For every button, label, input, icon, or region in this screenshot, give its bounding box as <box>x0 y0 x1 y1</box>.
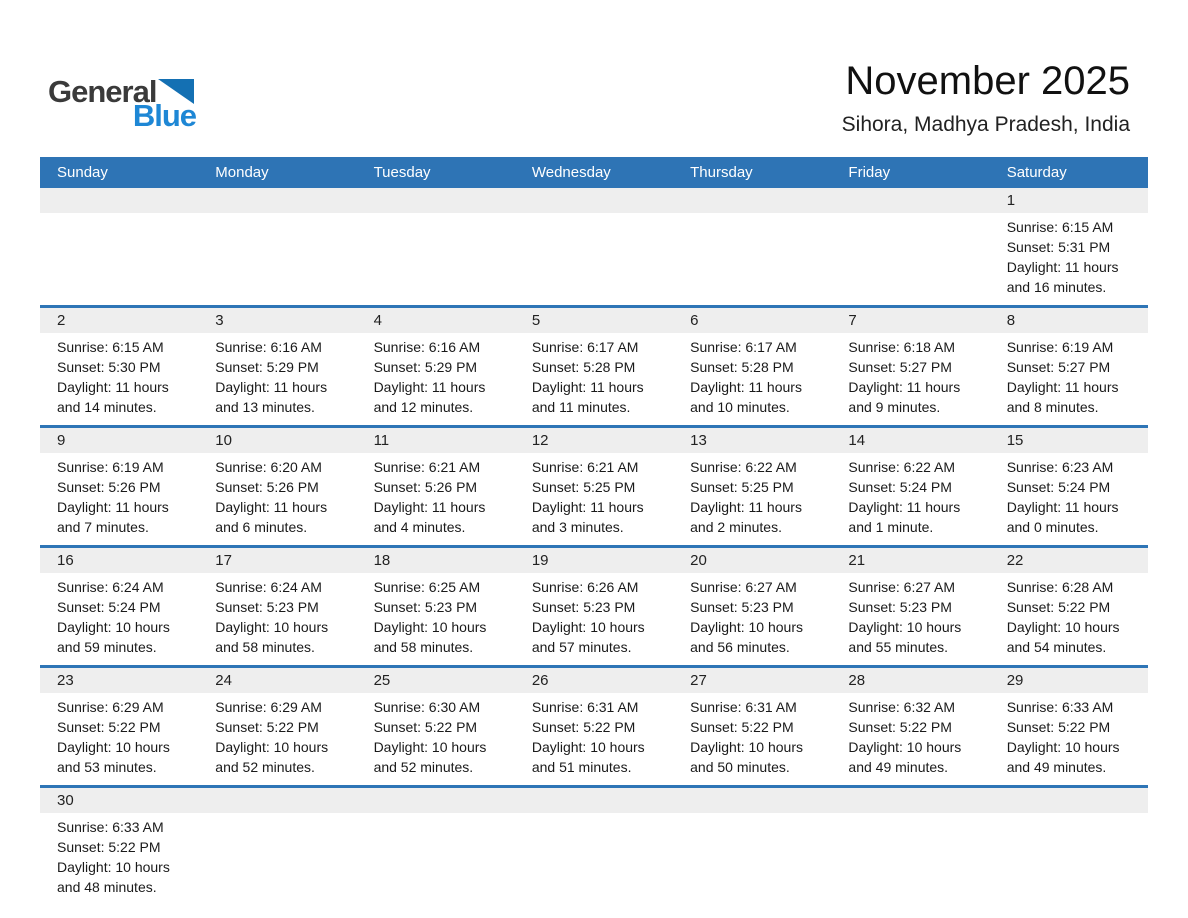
sunrise-line: Sunrise: 6:16 AM <box>215 339 322 355</box>
day-details <box>40 693 198 785</box>
daylight-line: Daylight: 11 hours <box>690 499 802 515</box>
day-details <box>198 573 356 665</box>
day-details <box>515 813 673 825</box>
sunrise-line: Sunrise: 6:19 AM <box>1006 339 1114 355</box>
daylight-line: Daylight: 10 hours <box>531 619 645 635</box>
day-number: 15 <box>990 428 1148 453</box>
day-details <box>357 333 515 425</box>
day-number: 2 <box>40 308 198 333</box>
calendar <box>40 157 1148 908</box>
sunrise-line: Sunrise: 6:19 AM <box>57 459 164 475</box>
day-cell-empty <box>673 788 831 908</box>
sunset-line: Sunset: 5:24 PM <box>57 599 161 615</box>
day-details <box>40 333 198 425</box>
day-details <box>990 453 1148 545</box>
daylight-minutes-line: and 52 minutes. <box>373 759 474 775</box>
sunset-line: Sunset: 5:24 PM <box>848 479 952 495</box>
weekday-header-monday: Monday <box>215 164 269 181</box>
week-row-5 <box>40 668 1148 788</box>
day-cell-empty <box>515 788 673 908</box>
day-cell-23 <box>40 668 198 785</box>
daylight-minutes-line: and 16 minutes. <box>1006 279 1107 295</box>
sunrise-line: Sunrise: 6:26 AM <box>531 579 639 595</box>
sunrise-line: Sunrise: 6:29 AM <box>57 699 164 715</box>
daylight-minutes-line: and 3 minutes. <box>531 519 624 535</box>
day-cell-empty <box>357 188 515 305</box>
daylight-minutes-line: and 52 minutes. <box>215 759 315 775</box>
day-cell-17 <box>198 548 356 665</box>
weekday-header-tuesday: Tuesday <box>373 164 431 181</box>
day-number: 23 <box>40 668 198 693</box>
sunrise-line: Sunrise: 6:31 AM <box>690 699 797 715</box>
sunrise-line: Sunrise: 6:29 AM <box>215 699 322 715</box>
day-details <box>198 693 356 785</box>
sunset-line: Sunset: 5:22 PM <box>848 719 952 735</box>
weekday-header-friday: Friday <box>848 164 891 181</box>
day-number: 10 <box>198 428 356 453</box>
sunrise-line: Sunrise: 6:15 AM <box>57 339 164 355</box>
day-details <box>990 573 1148 665</box>
day-cell-4 <box>357 308 515 425</box>
sunset-line: Sunset: 5:26 PM <box>373 479 478 495</box>
daylight-minutes-line: and 14 minutes. <box>57 399 157 415</box>
week-row-6 <box>40 788 1148 908</box>
daylight-line: Daylight: 10 hours <box>690 739 803 755</box>
daylight-minutes-line: and 49 minutes. <box>1006 759 1107 775</box>
daylight-minutes-line: and 10 minutes. <box>690 399 790 415</box>
daylight-minutes-line: and 12 minutes. <box>373 399 474 415</box>
day-details <box>515 213 673 225</box>
day-cell-1 <box>990 188 1148 305</box>
day-number: 5 <box>515 308 673 333</box>
day-number-empty <box>831 788 989 813</box>
sunset-line: Sunset: 5:23 PM <box>215 599 319 615</box>
day-details <box>831 453 989 545</box>
day-number: 24 <box>198 668 356 693</box>
day-cell-16 <box>40 548 198 665</box>
daylight-line: Daylight: 10 hours <box>57 619 170 635</box>
daylight-line: Daylight: 11 hours <box>373 499 486 515</box>
day-number: 20 <box>673 548 831 573</box>
daylight-line: Daylight: 11 hours <box>215 379 328 395</box>
day-details <box>515 573 673 665</box>
day-number: 7 <box>831 308 989 333</box>
week-row-1 <box>40 188 1148 308</box>
day-details <box>990 693 1148 785</box>
day-cell-empty <box>40 188 198 305</box>
day-cell-10 <box>198 428 356 545</box>
daylight-minutes-line: and 55 minutes. <box>848 639 949 655</box>
daylight-line: Daylight: 11 hours <box>1006 259 1119 275</box>
daylight-minutes-line: and 8 minutes. <box>1006 399 1099 415</box>
day-details <box>198 813 356 825</box>
day-number: 4 <box>357 308 515 333</box>
sunset-line: Sunset: 5:23 PM <box>690 599 794 615</box>
day-cell-2 <box>40 308 198 425</box>
day-cell-empty <box>357 788 515 908</box>
day-details <box>990 813 1148 825</box>
daylight-line: Daylight: 11 hours <box>373 379 486 395</box>
day-details <box>673 813 831 825</box>
day-details <box>357 453 515 545</box>
day-details <box>357 573 515 665</box>
day-number: 16 <box>40 548 198 573</box>
day-cell-empty <box>198 788 356 908</box>
day-cell-13 <box>673 428 831 545</box>
day-cell-5 <box>515 308 673 425</box>
day-number-empty <box>198 788 356 813</box>
daylight-line: Daylight: 11 hours <box>1006 379 1119 395</box>
sunset-line: Sunset: 5:22 PM <box>1006 599 1111 615</box>
day-number-empty <box>198 188 356 213</box>
sunrise-line: Sunrise: 6:33 AM <box>1006 699 1114 715</box>
day-cell-15 <box>990 428 1148 545</box>
daylight-minutes-line: and 1 minute. <box>848 519 934 535</box>
daylight-line: Daylight: 11 hours <box>215 499 328 515</box>
day-cell-empty <box>515 188 673 305</box>
day-details <box>40 213 198 225</box>
daylight-line: Daylight: 11 hours <box>1006 499 1119 515</box>
sunset-line: Sunset: 5:24 PM <box>1006 479 1111 495</box>
daylight-minutes-line: and 58 minutes. <box>373 639 474 655</box>
day-cell-3 <box>198 308 356 425</box>
sunset-line: Sunset: 5:23 PM <box>531 599 636 615</box>
day-number: 3 <box>198 308 356 333</box>
daylight-minutes-line: and 2 minutes. <box>690 519 782 535</box>
day-details <box>673 333 831 425</box>
daylight-minutes-line: and 56 minutes. <box>690 639 790 655</box>
day-number-empty <box>357 788 515 813</box>
day-cell-empty <box>831 788 989 908</box>
day-number: 18 <box>357 548 515 573</box>
day-cell-27 <box>673 668 831 785</box>
sunset-line: Sunset: 5:30 PM <box>57 359 161 375</box>
daylight-line: Daylight: 11 hours <box>690 379 802 395</box>
sunrise-line: Sunrise: 6:17 AM <box>531 339 639 355</box>
day-number: 13 <box>673 428 831 453</box>
daylight-line: Daylight: 10 hours <box>848 619 962 635</box>
sunset-line: Sunset: 5:26 PM <box>215 479 319 495</box>
daylight-minutes-line: and 54 minutes. <box>1006 639 1107 655</box>
day-cell-22 <box>990 548 1148 665</box>
day-number: 28 <box>831 668 989 693</box>
day-number: 17 <box>198 548 356 573</box>
week-row-4 <box>40 548 1148 668</box>
calendar-weeks <box>40 188 1148 908</box>
day-details <box>198 333 356 425</box>
daylight-minutes-line: and 4 minutes. <box>373 519 466 535</box>
day-number: 11 <box>357 428 515 453</box>
daylight-line: Daylight: 10 hours <box>215 739 329 755</box>
day-details <box>990 333 1148 425</box>
sunrise-line: Sunrise: 6:21 AM <box>373 459 481 475</box>
day-details <box>831 213 989 225</box>
sunset-line: Sunset: 5:31 PM <box>1006 239 1111 255</box>
logo-text-general: General <box>48 74 157 109</box>
sunrise-line: Sunrise: 6:22 AM <box>690 459 797 475</box>
day-number: 27 <box>673 668 831 693</box>
day-number-empty <box>515 788 673 813</box>
week-row-3 <box>40 428 1148 548</box>
sunrise-line: Sunrise: 6:30 AM <box>373 699 481 715</box>
day-number-empty <box>673 788 831 813</box>
daylight-line: Daylight: 11 hours <box>531 499 644 515</box>
day-cell-6 <box>673 308 831 425</box>
daylight-minutes-line: and 53 minutes. <box>57 759 157 775</box>
day-details <box>831 573 989 665</box>
day-number: 29 <box>990 668 1148 693</box>
day-details <box>515 453 673 545</box>
day-number: 1 <box>990 188 1148 213</box>
day-details <box>198 453 356 545</box>
sunrise-line: Sunrise: 6:27 AM <box>848 579 956 595</box>
day-details <box>40 573 198 665</box>
day-number: 8 <box>990 308 1148 333</box>
day-details <box>40 453 198 545</box>
sunrise-line: Sunrise: 6:23 AM <box>1006 459 1114 475</box>
day-cell-18 <box>357 548 515 665</box>
sunrise-line: Sunrise: 6:24 AM <box>215 579 322 595</box>
sunrise-line: Sunrise: 6:22 AM <box>848 459 956 475</box>
daylight-minutes-line: and 50 minutes. <box>690 759 790 775</box>
sunrise-line: Sunrise: 6:32 AM <box>848 699 956 715</box>
day-details <box>831 693 989 785</box>
day-cell-21 <box>831 548 989 665</box>
week-row-2 <box>40 308 1148 428</box>
daylight-line: Daylight: 10 hours <box>373 619 487 635</box>
daylight-line: Daylight: 10 hours <box>1006 739 1120 755</box>
day-cell-26 <box>515 668 673 785</box>
sunrise-line: Sunrise: 6:33 AM <box>57 819 164 835</box>
sunrise-line: Sunrise: 6:20 AM <box>215 459 322 475</box>
sunset-line: Sunset: 5:28 PM <box>531 359 636 375</box>
sunrise-line: Sunrise: 6:25 AM <box>373 579 481 595</box>
sunrise-line: Sunrise: 6:21 AM <box>531 459 639 475</box>
sunrise-line: Sunrise: 6:28 AM <box>1006 579 1114 595</box>
sunrise-line: Sunrise: 6:24 AM <box>57 579 164 595</box>
day-number: 19 <box>515 548 673 573</box>
daylight-minutes-line: and 51 minutes. <box>531 759 632 775</box>
day-details <box>990 213 1148 305</box>
daylight-line: Daylight: 10 hours <box>373 739 487 755</box>
day-details <box>831 333 989 425</box>
day-number: 12 <box>515 428 673 453</box>
day-cell-28 <box>831 668 989 785</box>
daylight-minutes-line: and 7 minutes. <box>57 519 149 535</box>
daylight-line: Daylight: 11 hours <box>848 499 961 515</box>
day-cell-30 <box>40 788 198 908</box>
sunrise-line: Sunrise: 6:27 AM <box>690 579 797 595</box>
daylight-line: Daylight: 10 hours <box>1006 619 1120 635</box>
daylight-line: Daylight: 11 hours <box>57 379 169 395</box>
day-details <box>831 813 989 825</box>
daylight-minutes-line: and 58 minutes. <box>215 639 315 655</box>
day-cell-8 <box>990 308 1148 425</box>
day-details <box>515 693 673 785</box>
day-number: 14 <box>831 428 989 453</box>
day-cell-24 <box>198 668 356 785</box>
daylight-minutes-line: and 48 minutes. <box>57 879 157 895</box>
daylight-line: Daylight: 11 hours <box>531 379 644 395</box>
weekday-header-sunday: Sunday <box>57 164 108 181</box>
day-number-empty <box>40 188 198 213</box>
day-number: 26 <box>515 668 673 693</box>
day-number: 22 <box>990 548 1148 573</box>
day-number: 30 <box>40 788 198 813</box>
sunrise-line: Sunrise: 6:15 AM <box>1006 219 1114 235</box>
day-cell-empty <box>198 188 356 305</box>
day-cell-29 <box>990 668 1148 785</box>
day-details <box>198 213 356 225</box>
sunrise-line: Sunrise: 6:16 AM <box>373 339 481 355</box>
sunrise-line: Sunrise: 6:31 AM <box>531 699 639 715</box>
sunset-line: Sunset: 5:25 PM <box>690 479 794 495</box>
sunset-line: Sunset: 5:22 PM <box>57 839 161 855</box>
general-blue-logo <box>48 76 198 131</box>
day-number-empty <box>673 188 831 213</box>
daylight-minutes-line: and 11 minutes. <box>531 399 631 415</box>
day-number: 6 <box>673 308 831 333</box>
day-details <box>40 813 198 905</box>
day-details <box>357 813 515 825</box>
daylight-minutes-line: and 59 minutes. <box>57 639 157 655</box>
day-number: 9 <box>40 428 198 453</box>
day-cell-7 <box>831 308 989 425</box>
day-cell-14 <box>831 428 989 545</box>
daylight-line: Daylight: 10 hours <box>531 739 645 755</box>
day-number: 25 <box>357 668 515 693</box>
weekday-header-saturday: Saturday <box>1006 164 1067 181</box>
sunrise-line: Sunrise: 6:18 AM <box>848 339 956 355</box>
daylight-line: Daylight: 10 hours <box>690 619 803 635</box>
sunrise-line: Sunrise: 6:17 AM <box>690 339 797 355</box>
day-details <box>673 453 831 545</box>
day-cell-empty <box>673 188 831 305</box>
daylight-minutes-line: and 0 minutes. <box>1006 519 1099 535</box>
day-number-empty <box>831 188 989 213</box>
day-details <box>673 213 831 225</box>
sunset-line: Sunset: 5:22 PM <box>57 719 161 735</box>
sunset-line: Sunset: 5:27 PM <box>1006 359 1111 375</box>
daylight-minutes-line: and 49 minutes. <box>848 759 949 775</box>
page-subtitle: Sihora, Madhya Pradesh, India <box>841 113 1130 136</box>
daylight-line: Daylight: 11 hours <box>57 499 169 515</box>
day-number-empty <box>357 188 515 213</box>
day-cell-20 <box>673 548 831 665</box>
daylight-minutes-line: and 6 minutes. <box>215 519 308 535</box>
day-details <box>673 693 831 785</box>
day-details <box>357 213 515 225</box>
sunset-line: Sunset: 5:27 PM <box>848 359 952 375</box>
sunset-line: Sunset: 5:29 PM <box>373 359 478 375</box>
day-cell-9 <box>40 428 198 545</box>
daylight-minutes-line: and 13 minutes. <box>215 399 315 415</box>
weekday-header-wednesday: Wednesday <box>531 164 611 181</box>
sunset-line: Sunset: 5:22 PM <box>690 719 794 735</box>
day-cell-11 <box>357 428 515 545</box>
sunset-line: Sunset: 5:22 PM <box>373 719 478 735</box>
sunset-line: Sunset: 5:22 PM <box>1006 719 1111 735</box>
daylight-line: Daylight: 10 hours <box>57 859 170 875</box>
day-cell-25 <box>357 668 515 785</box>
sunset-line: Sunset: 5:25 PM <box>531 479 636 495</box>
sunset-line: Sunset: 5:26 PM <box>57 479 161 495</box>
day-cell-12 <box>515 428 673 545</box>
daylight-minutes-line: and 9 minutes. <box>848 399 941 415</box>
weekday-header-thursday: Thursday <box>690 164 753 181</box>
day-cell-empty <box>831 188 989 305</box>
weekday-header-row <box>40 157 1148 188</box>
day-cell-empty <box>990 788 1148 908</box>
sunset-line: Sunset: 5:23 PM <box>373 599 478 615</box>
day-number: 21 <box>831 548 989 573</box>
daylight-line: Daylight: 10 hours <box>57 739 170 755</box>
sunset-line: Sunset: 5:22 PM <box>531 719 636 735</box>
daylight-line: Daylight: 10 hours <box>848 739 962 755</box>
day-cell-19 <box>515 548 673 665</box>
sunset-line: Sunset: 5:23 PM <box>848 599 952 615</box>
daylight-line: Daylight: 10 hours <box>215 619 329 635</box>
daylight-minutes-line: and 57 minutes. <box>531 639 632 655</box>
sunset-line: Sunset: 5:28 PM <box>690 359 794 375</box>
day-details <box>515 333 673 425</box>
page-title: November 2025 <box>845 59 1130 103</box>
sunset-line: Sunset: 5:22 PM <box>215 719 319 735</box>
day-details <box>673 573 831 665</box>
sunset-line: Sunset: 5:29 PM <box>215 359 319 375</box>
day-number-empty <box>990 788 1148 813</box>
day-number-empty <box>515 188 673 213</box>
calendar-title-block <box>842 58 1130 137</box>
day-details <box>357 693 515 785</box>
logo-text-blue: Blue <box>132 98 196 133</box>
daylight-line: Daylight: 11 hours <box>848 379 961 395</box>
